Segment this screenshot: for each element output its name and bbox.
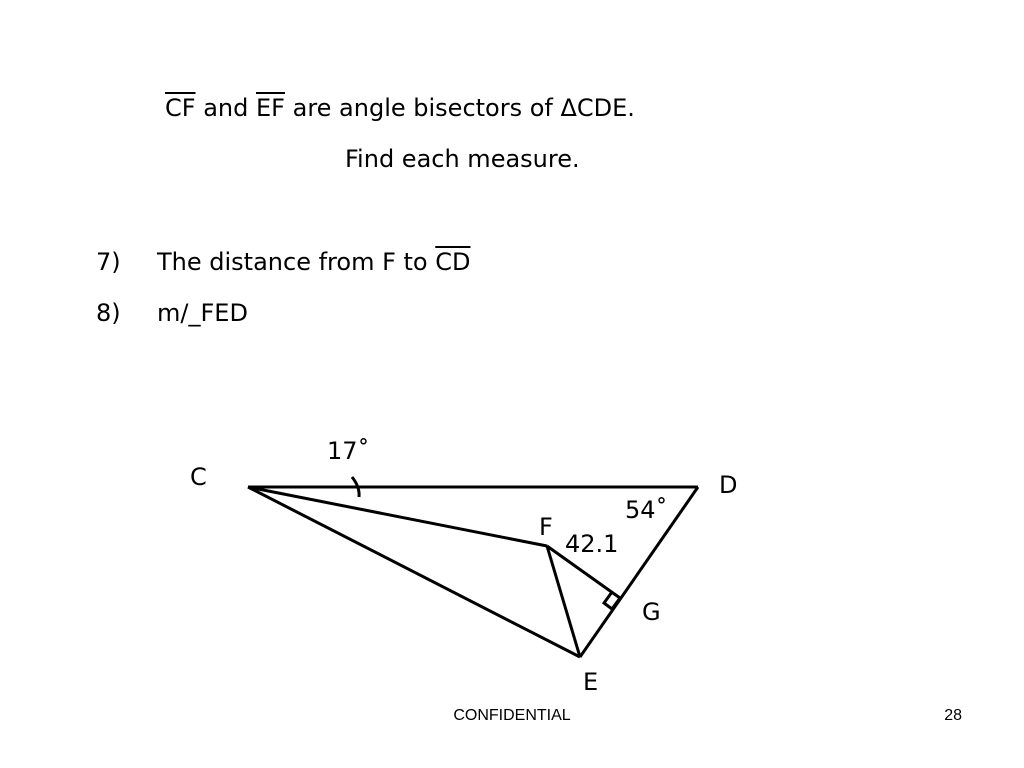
angle-d-label: 54˚: [625, 496, 668, 524]
angle-symbol: /_: [180, 299, 201, 327]
vertex-label-e: E: [583, 668, 599, 696]
bisector-ef: [547, 546, 580, 657]
footer-confidential: CONFIDENTIAL: [453, 707, 571, 724]
instruction-text: Find each measure.: [345, 145, 580, 173]
question-7-label: The distance from F to: [157, 248, 436, 276]
bisector-cf: [248, 487, 547, 546]
page-number: 28: [944, 707, 962, 724]
segment-cd: $\overline{CD}$: [435, 248, 471, 276]
question-7-number: 7): [96, 248, 121, 276]
question-8-number: 8): [96, 299, 121, 327]
length-fg-label: 42.1: [565, 530, 619, 558]
intro-rest: are angle bisectors of ΔCDE.: [292, 94, 635, 122]
side-ce: [248, 487, 580, 657]
angle-c-label: 17˚: [327, 437, 370, 465]
vertex-label-c: C: [190, 463, 207, 491]
vertex-label-d: D: [719, 471, 738, 499]
question-8-prefix: m: [157, 299, 181, 327]
segment-ef: $\overline{EF}$: [256, 94, 285, 122]
intro-and: and: [203, 94, 249, 122]
question-8-angle-name: FED: [200, 299, 248, 327]
vertex-label-g: G: [642, 598, 661, 626]
vertex-label-f: F: [539, 513, 553, 541]
segment-cf: $\overline{CF}$: [165, 94, 196, 122]
